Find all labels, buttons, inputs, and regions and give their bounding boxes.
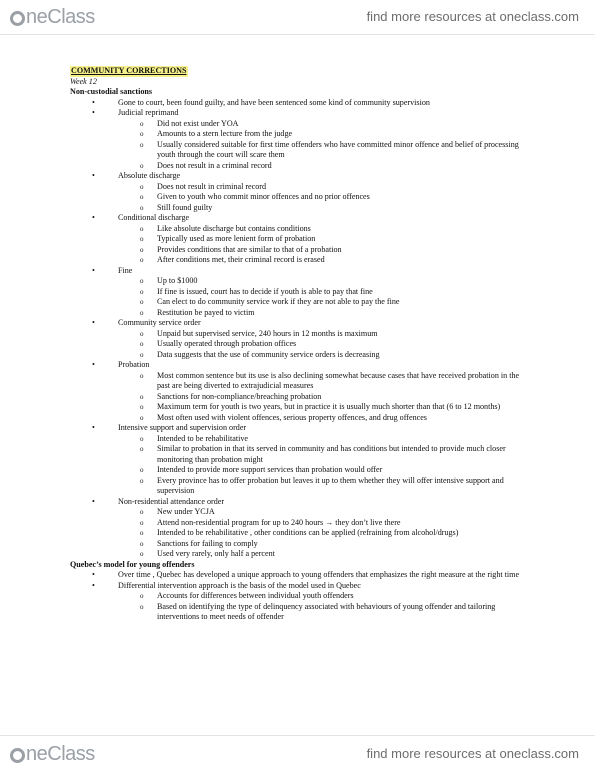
oneclass-logo[interactable]: neClass [10,6,95,29]
sub-bullet-item: o New under YCJA [140,507,530,518]
sub-bullet-item: o If fine is issued, court has to decide if youth is able to pay that fine [140,287,530,298]
sub-bullet-item: o Most common sentence but its use is also declining somewhat because cases that have received probation in the past are being diverted to extrajudicial measures [140,371,530,392]
bullet-item [92,98,530,109]
footer-tagline[interactable]: find more resources at oneclass.com [366,746,579,761]
sub-bullet-item: o Did not exist under YOA [140,119,530,130]
sub-bullet-item: o Unpaid but supervised service, 240 hours in 12 months is maximum [140,329,530,340]
sub-bullet-item: o Still found guilty [140,203,530,214]
sub-bullet-item: o Intended to be rehabilitative , other conditions can be applied (refraining from alcohol/drugs) [140,528,530,539]
sub-bullet-item: o Up to $1000 [140,276,530,287]
section-heading: Non-custodial sanctions [70,87,153,96]
sub-bullet-item: o Every province has to offer probation but leaves it up to them whether they will offer intensive support and supervision [140,476,530,497]
sub-bullet-list [92,507,530,560]
bullet-item [92,570,530,581]
bullet-text: Intensive support and supervision order [118,423,247,432]
bullet-text: Absolute discharge [118,171,181,180]
sub-bullet-list [92,591,530,623]
doc-title: COMMUNITY CORRECTIONS [71,66,187,75]
sub-bullet-item: o Does not result in criminal record [140,182,530,193]
sub-bullet-item: o Maximum term for youth is two years, but in practice it is usually much shorter than that (6 to 12 months) [140,402,530,413]
sub-bullet-list [92,224,530,266]
bullet-item [92,581,530,623]
header-tagline[interactable]: find more resources at oneclass.com [366,9,579,24]
sub-bullet-item: o Provides conditions that are similar to that of a probation [140,245,530,256]
sub-bullet-item: o Does not result in a criminal record [140,161,530,172]
sub-bullet-item: o Data suggests that the use of community service orders is decreasing [140,350,530,361]
sub-bullet-item: o Based on identifying the type of delinquency associated with behaviours of young offender and tailoring interventions to meet needs of offender [140,602,530,623]
sub-bullet-item: o Typically used as more lenient form of probation [140,234,530,245]
sub-bullet-list [92,329,530,361]
sub-bullet-item: o Used very rarely, only half a percent [140,549,530,560]
bullet-text: Differential intervention approach is the basis of the model used in Quebec [118,580,361,590]
bullet-item [92,213,530,266]
logo-o-icon [10,748,25,763]
sub-bullet-list [92,119,530,172]
sub-bullet-list [92,182,530,214]
bullet-item [92,318,530,360]
document-body [70,66,530,623]
bullet-text: Fine [118,265,133,275]
sub-bullet-list [92,434,530,497]
bullet-item [92,108,530,171]
sub-bullet-item: o Accounts for differences between individual youth offenders [140,591,530,602]
bullet-text: Over time , Quebec has developed a unique approach to young offenders that emphasizes the right measure at the right time [118,570,520,579]
week-label: Week 12 [70,76,97,86]
sub-bullet-item: o Given to youth who commit minor offences and no prior offences [140,192,530,203]
section-heading: Quebec’s model for young offenders [70,559,195,569]
sub-bullet-item: o After conditions met, their criminal record is erased [140,255,530,266]
sub-bullet-item: o Intended to be rehabilitative [140,434,530,445]
bullet-text: Non-residential attendance order [118,496,225,506]
sections-container [70,87,530,623]
sub-bullet-list [92,276,530,318]
bullet-text: Gone to court, been found guilty, and have been sentenced some kind of community supervision [118,97,430,107]
bullet-item [92,266,530,319]
bullet-item [92,171,530,213]
bullet-text: Community service order [118,318,201,327]
logo-o-icon [10,11,25,26]
bullet-list [70,98,530,560]
sub-bullet-item: o Amounts to a stern lecture from the judge [140,129,530,140]
sub-bullet-item: o Similar to probation in that its served in community and has conditions but intended to provide much closer monitoring than probation might [140,444,530,465]
bullet-item [92,423,530,497]
bullet-item [92,360,530,423]
bullet-text: Conditional discharge [118,213,190,222]
bullet-list [70,570,530,623]
sub-bullet-item: o Sanctions for non-compliance/breaching probation [140,392,530,403]
top-banner [0,0,595,35]
sub-bullet-item: o Attend non-residential program for up to 240 hours → they don’t live there [140,518,530,529]
sub-bullet-item: o Intended to provide more support services than probation would offer [140,465,530,476]
sub-bullet-item: o Usually considered suitable for first time offenders who have committed minor offence and belief of processing youth through the court will scare them [140,140,530,161]
bottom-banner [0,735,595,770]
sub-bullet-list [92,371,530,424]
oneclass-logo-footer[interactable]: neClass [10,743,95,766]
sub-bullet-item: o Like absolute discharge but contains conditions [140,224,530,235]
bullet-text: Probation [118,360,150,369]
bullet-item [92,497,530,560]
sub-bullet-item: o Can elect to do community service work if they are not able to pay the fine [140,297,530,308]
sub-bullet-item: o Sanctions for failing to comply [140,539,530,550]
bullet-text: Judicial reprimand [118,108,179,117]
sub-bullet-item: o Most often used with violent offences, serious property offences, and drug offences [140,413,530,424]
sub-bullet-item: o Usually operated through probation offices [140,339,530,350]
sub-bullet-item: o Restitution be payed to victim [140,308,530,319]
